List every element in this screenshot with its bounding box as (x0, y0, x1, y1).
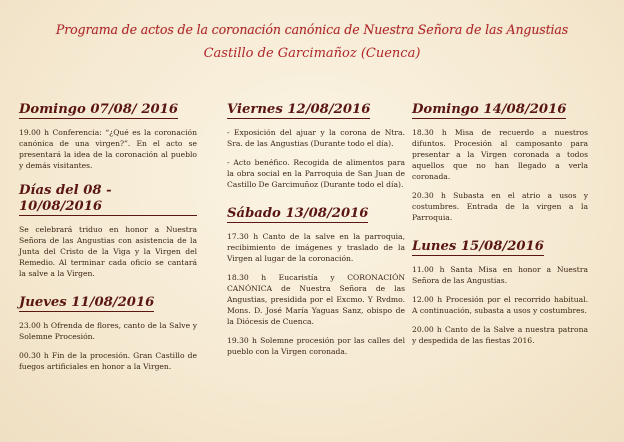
day-section (227, 98, 405, 190)
day-section (227, 202, 405, 357)
program-title: Programa de actos de la coronación canónica de Nuestra Señora de las Angustias (55, 22, 569, 37)
event-item: 17.30 h Canto de la salve en la parroquia, recibimiento de imágenes y traslado de la Virgen al lugar de la coronación. (227, 232, 405, 263)
event-item: 00.30 h Fin de la procesión. Gran Castillo de fuegos artificiales en honor a la Virgen. (19, 351, 197, 371)
day-heading: Viernes 12/08/2016 (227, 102, 371, 117)
event-item: 18.30 h Eucaristía y CORONACIÓN CANÓNICA de Nuestra Señora de las Angustias, presidida por el Excmo. Y Rvdmo. Mons. D. José María Yaguas Sanz, obispo de la Diócesis de Cuenca. (227, 273, 405, 326)
event-item: Se celebrará triduo en honor a Nuestra Señora de las Angustias con asistencia de la Junta del Cristo de la Viga y la Virgen del Remedio. Al terminar cada oficio se cantará la salve a la Virgen. (19, 225, 197, 278)
day-heading: Días del 08 - 10/08/2016 (19, 183, 197, 216)
day-section (412, 235, 588, 346)
event-item: 20.30 h Subasta en el atrio a usos y costumbres. Entrada de la virgen a la Parroquia. (412, 191, 588, 222)
program-subtitle: Castillo de Garcimañoz (Cuenca) (203, 46, 421, 61)
day-heading: Sábado 13/08/2016 (227, 206, 369, 221)
event-item: 19.30 h Solemne procesión por las calles del pueblo con la Virgen coronada. (227, 336, 405, 356)
day-section (19, 98, 197, 171)
event-item: 20.00 h Canto de la Salve a nuestra patrona y despedida de las fiestas 2016. (412, 325, 588, 345)
day-section (19, 183, 197, 279)
day-heading: Jueves 11/08/2016 (19, 295, 155, 310)
event-item: 12.00 h Procesión por el recorrido habitual. A continuación, subasta a usos y costumbres. (412, 295, 588, 315)
event-item: 19.00 h Conferencia: “¿Qué es la coronación canónica de una virgen?”. En el acto se presentará la idea de la coronación al pueblo y demás visitantes. (19, 128, 197, 170)
day-section (412, 98, 588, 223)
event-item: 23.00 h Ofrenda de flores, canto de la Salve y Solemne Procesión. (19, 321, 197, 341)
column-left (19, 98, 197, 372)
day-heading: Domingo 07/08/ 2016 (19, 102, 179, 117)
event-item: 18.30 h Misa de recuerdo a nuestros difuntos. Procesión al camposanto para presentar a la Virgen coronada a todos aquellos que no han llegado a verla coronada. (412, 128, 588, 181)
column-middle (227, 98, 405, 357)
event-item: - Acto benéfico. Recogida de alimentos para la obra social en la Parroquia de San Juan de Castillo De Garcimuñoz (Durante todo el día). (227, 158, 405, 189)
day-heading: Lunes 15/08/2016 (412, 239, 544, 254)
column-right (412, 98, 588, 346)
event-item: - Exposición del ajuar y la corona de Ntra. Sra. de las Angustias (Durante todo el día). (227, 128, 405, 148)
day-heading: Domingo 14/08/2016 (412, 102, 567, 117)
event-item: 11.00 h Santa Misa en honor a Nuestra Señora de las Angustias. (412, 265, 588, 285)
program-header (0, 22, 624, 61)
day-section (19, 291, 197, 372)
